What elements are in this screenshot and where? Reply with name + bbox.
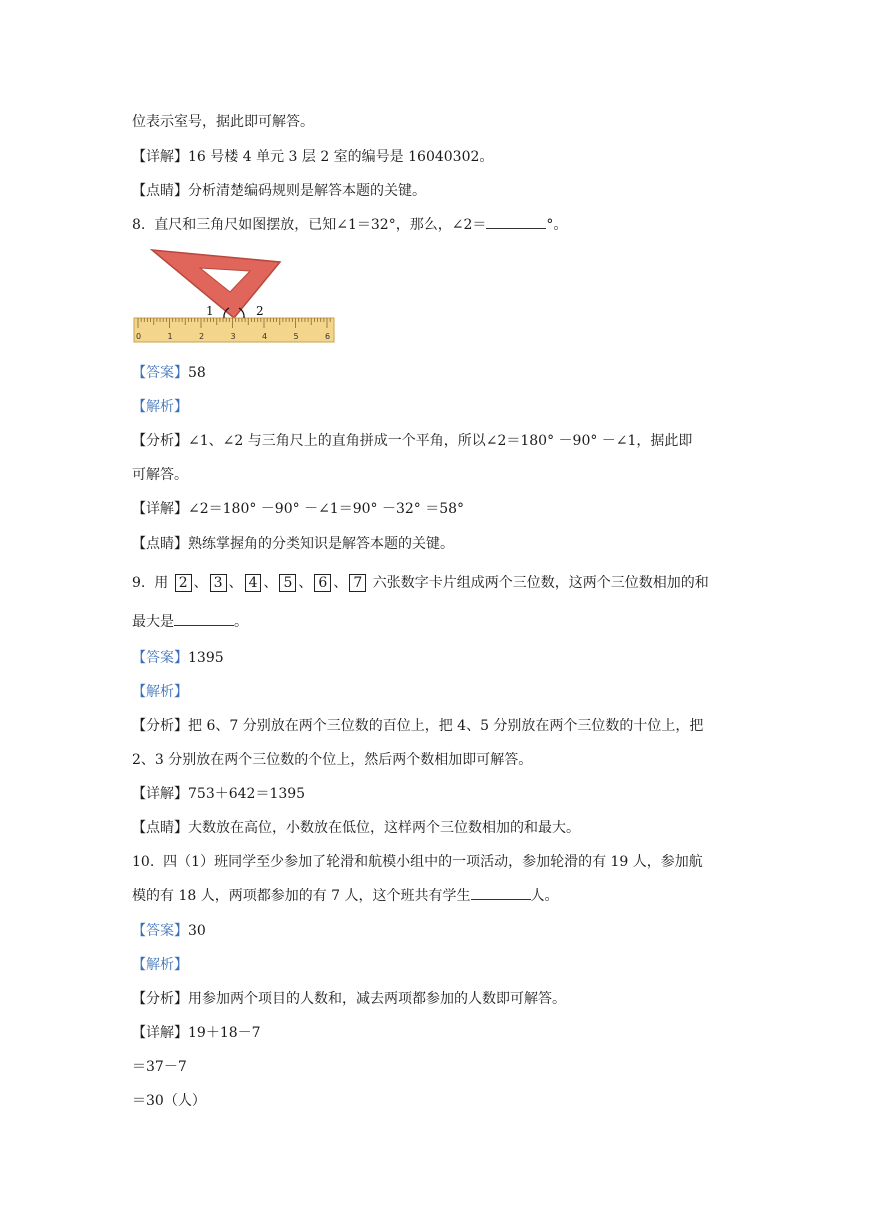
- question-text: 模的有 18 人，两项都参加的有 7 人，这个班共有学生: [132, 888, 471, 904]
- ruler-number: 2: [199, 332, 205, 341]
- calc-step: ＝30（人）: [132, 1093, 206, 1109]
- q9-fenxi-line-2: 2、3 分别放在两个三位数的个位上，然后两个数相加即可解答。: [132, 752, 533, 768]
- q8-analysis-heading: [132, 398, 188, 416]
- xiangjie-text: 19＋18－7: [188, 1025, 261, 1041]
- question-text-post: 六张数字卡片组成两个三位数，这两个三位数相加的和: [372, 575, 709, 591]
- digit-card: 3: [210, 574, 227, 592]
- q8-fenxi-line: [132, 432, 692, 450]
- ruler-number: 6: [325, 332, 331, 341]
- question-8: [132, 216, 567, 234]
- angle-2-label: 2: [256, 304, 264, 318]
- separator: 、: [298, 575, 313, 591]
- q10-fenxi-line: [132, 990, 566, 1008]
- analysis-tag: 【解析】: [132, 684, 188, 700]
- question-text: 四（1）班同学至少参加了轮滑和航模小组中的一项活动，参加轮滑的有 19 人，参加航: [163, 854, 703, 870]
- text-line: 位表示室号，据此即可解答。: [132, 114, 314, 130]
- question-number: 10.: [132, 854, 155, 870]
- xiangjie-tag: 【详解】: [132, 1025, 188, 1041]
- dianjing-text: 大数放在高位，小数放在低位，这样两个三位数相加的和最大。: [188, 820, 580, 836]
- ruler-number: 5: [293, 332, 299, 341]
- answer-tag: 【答案】: [132, 365, 188, 381]
- question-text: 最大是: [132, 614, 174, 630]
- xiangjie-text: ∠2＝180° －90° －∠1＝90° －32° ＝58°: [188, 501, 465, 517]
- digit-card: 4: [245, 574, 262, 592]
- fenxi-tag: 【分析】: [132, 991, 188, 1007]
- answer-blank: [471, 887, 531, 900]
- question-9: [132, 574, 709, 592]
- question-10-line-2: [132, 887, 559, 905]
- question-10: [132, 853, 703, 871]
- ruler-number: 3: [230, 332, 236, 341]
- digit-card: 2: [175, 574, 192, 592]
- answer-blank: [174, 613, 234, 626]
- question-text-end: °。: [546, 217, 568, 233]
- answer-text: 58: [188, 365, 206, 381]
- q8-dianjing-line: [132, 535, 454, 553]
- digit-card: 5: [279, 574, 296, 592]
- insight-tag: 【点睛】: [132, 183, 188, 199]
- angle-1-label: 1: [206, 304, 214, 318]
- answer-text: 1395: [188, 650, 224, 666]
- q10-answer-line: [132, 922, 206, 940]
- separator: 、: [228, 575, 243, 591]
- fenxi-text: 用参加两个项目的人数和，减去两项都参加的人数即可解答。: [188, 991, 566, 1007]
- q10-analysis-heading: [132, 956, 188, 974]
- ruler-number: 1: [167, 332, 173, 341]
- separator: 、: [263, 575, 278, 591]
- digit-card: 6: [314, 574, 331, 592]
- fenxi-tag: 【分析】: [132, 718, 188, 734]
- calc-step: ＝37－7: [132, 1059, 187, 1075]
- q10-xiangjie-line: [132, 1024, 261, 1042]
- question-number: 8.: [132, 217, 146, 233]
- question-text: 直尺和三角尺如图摆放，已知∠1＝32°，那么，∠2＝: [154, 217, 487, 233]
- question-text-pre: 用: [154, 575, 169, 591]
- dianjing-text: 熟练掌握角的分类知识是解答本题的关键。: [188, 536, 454, 552]
- answer-text: 30: [188, 923, 206, 939]
- answer-tag: 【答案】: [132, 923, 188, 939]
- q8-xiangjie-line: [132, 500, 464, 518]
- question-number: 9.: [132, 575, 146, 591]
- answer-tag: 【答案】: [132, 650, 188, 666]
- insight-line: [132, 182, 426, 200]
- separator: 、: [193, 575, 208, 591]
- xiangjie-tag: 【详解】: [132, 786, 188, 802]
- ruler-number: 4: [262, 332, 268, 341]
- fenxi-text: 把 6、7 分别放在两个三位数的百位上，把 4、5 分别放在两个三位数的十位上，把: [188, 718, 704, 734]
- dianjing-tag: 【点睛】: [132, 536, 188, 552]
- dianjing-tag: 【点睛】: [132, 820, 188, 836]
- digit-card: 7: [349, 574, 366, 592]
- separator: 、: [333, 575, 348, 591]
- ruler-number: 0: [136, 332, 142, 341]
- q9-xiangjie-line: [132, 785, 305, 803]
- ruler-triangle-diagram: [132, 246, 336, 346]
- detail-line: [132, 148, 493, 166]
- q9-dianjing-line: [132, 819, 580, 837]
- detail-tag: 【详解】: [132, 149, 188, 165]
- question-9-line-2: [132, 613, 248, 631]
- ruler-triangle-figure: [132, 246, 336, 346]
- q8-answer-line: [132, 364, 206, 382]
- fenxi-tag: 【分析】: [132, 433, 188, 449]
- q9-analysis-heading: [132, 683, 188, 701]
- xiangjie-tag: 【详解】: [132, 501, 188, 517]
- insight-text: 分析清楚编码规则是解答本题的关键。: [188, 183, 426, 199]
- xiangjie-text: 753＋642＝1395: [188, 786, 306, 802]
- q9-fenxi-line: [132, 717, 703, 735]
- analysis-tag: 【解析】: [132, 399, 188, 415]
- detail-text: 16 号楼 4 单元 3 层 2 室的编号是 16040302。: [188, 149, 494, 165]
- answer-blank: [486, 216, 546, 229]
- analysis-tag: 【解析】: [132, 957, 188, 973]
- fenxi-text: ∠1、∠2 与三角尺上的直角拼成一个平角，所以∠2＝180° －90° －∠1，据此即: [188, 433, 693, 449]
- q8-fenxi-line-2: 可解答。: [132, 467, 188, 483]
- question-text-end: 。: [234, 614, 248, 630]
- q9-answer-line: [132, 649, 224, 667]
- question-text-end: 人。: [530, 888, 559, 904]
